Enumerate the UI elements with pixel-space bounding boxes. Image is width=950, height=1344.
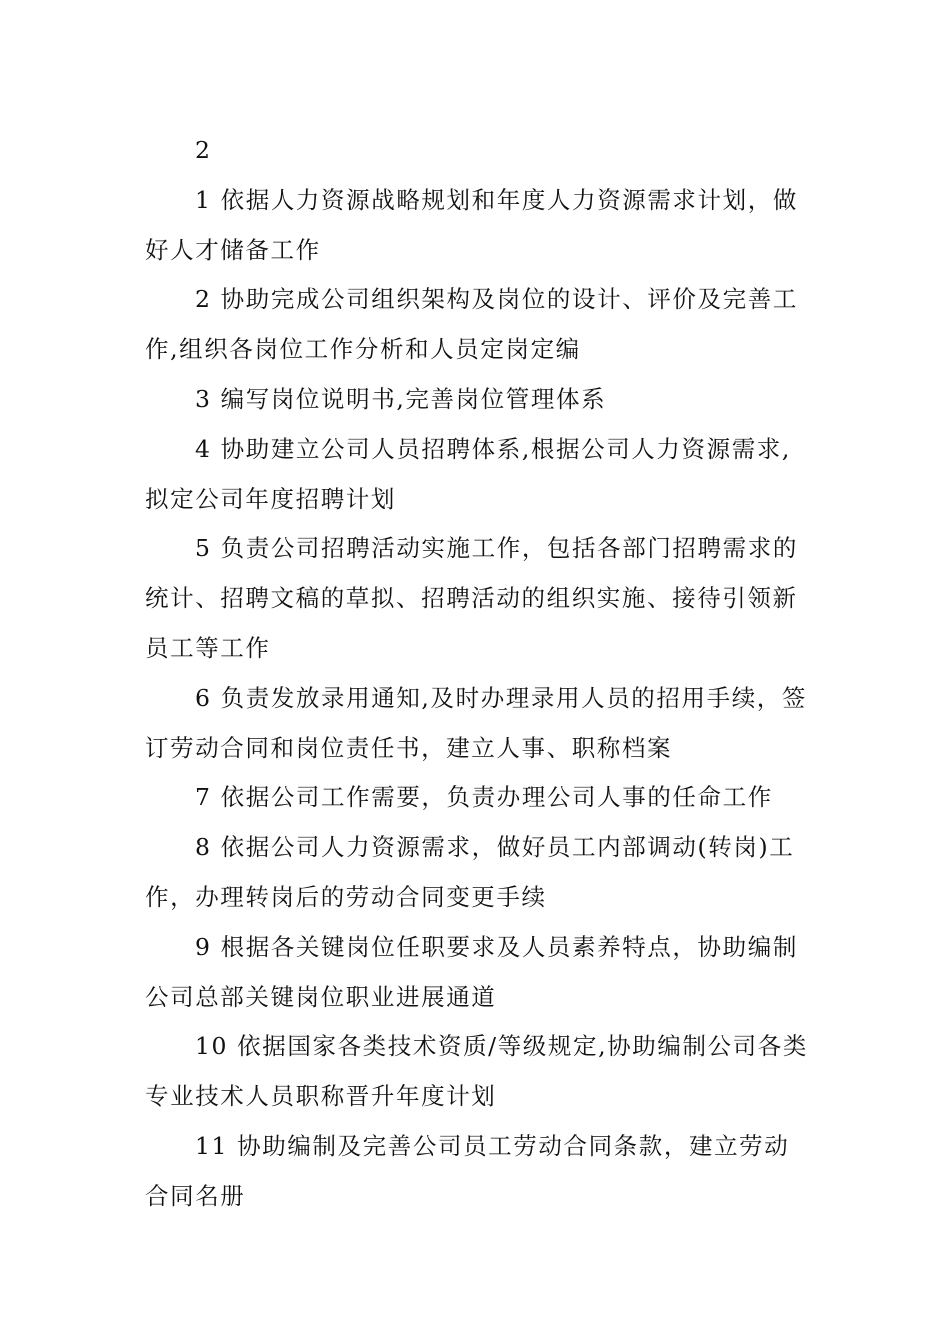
list-item: 3 编写岗位说明书,完善岗位管理体系 (195, 384, 607, 413)
list-item: 7 依据公司工作需要，负责办理公司人事的任命工作 (195, 783, 773, 812)
document-body (145, 126, 810, 1222)
list-item: 5 负责公司招聘活动实施工作，包括各部门招聘需求的统计、招聘文稿的草拟、招聘活动的组织实施、接待引领新员工等工作 (145, 534, 798, 662)
page-number: 2 (195, 136, 210, 164)
list-item: 2 协助完成公司组织架构及岗位的设计、评价及完善工作,组织各岗位工作分析和人员定岗定编 (145, 285, 798, 364)
list-item: 10 依据国家各类技术资质/等级规定,协助编制公司各类专业技术人员职称晋升年度计划 (145, 1032, 808, 1111)
list-item: 9 根据各关键岗位任职要求及人员素养特点，协助编制公司总部关键岗位职业进展通道 (145, 932, 798, 1011)
list-item: 6 负责发放录用通知,及时办理录用人员的招用手续，签订劳动合同和岗位责任书，建立人事、职称档案 (145, 683, 807, 762)
list-item: 1 依据人力资源战略规划和年度人力资源需求计划，做好人才储备工作 (145, 185, 798, 264)
list-item: 4 协助建立公司人员招聘体系,根据公司人力资源需求,拟定公司年度招聘计划 (145, 434, 791, 513)
list-item: 11 协助编制及完善公司员工劳动合同条款，建立劳动合同名册 (145, 1131, 790, 1210)
list-item: 8 依据公司人力资源需求，做好员工内部调动(转岗)工作，办理转岗后的劳动合同变更手续 (145, 833, 795, 911)
